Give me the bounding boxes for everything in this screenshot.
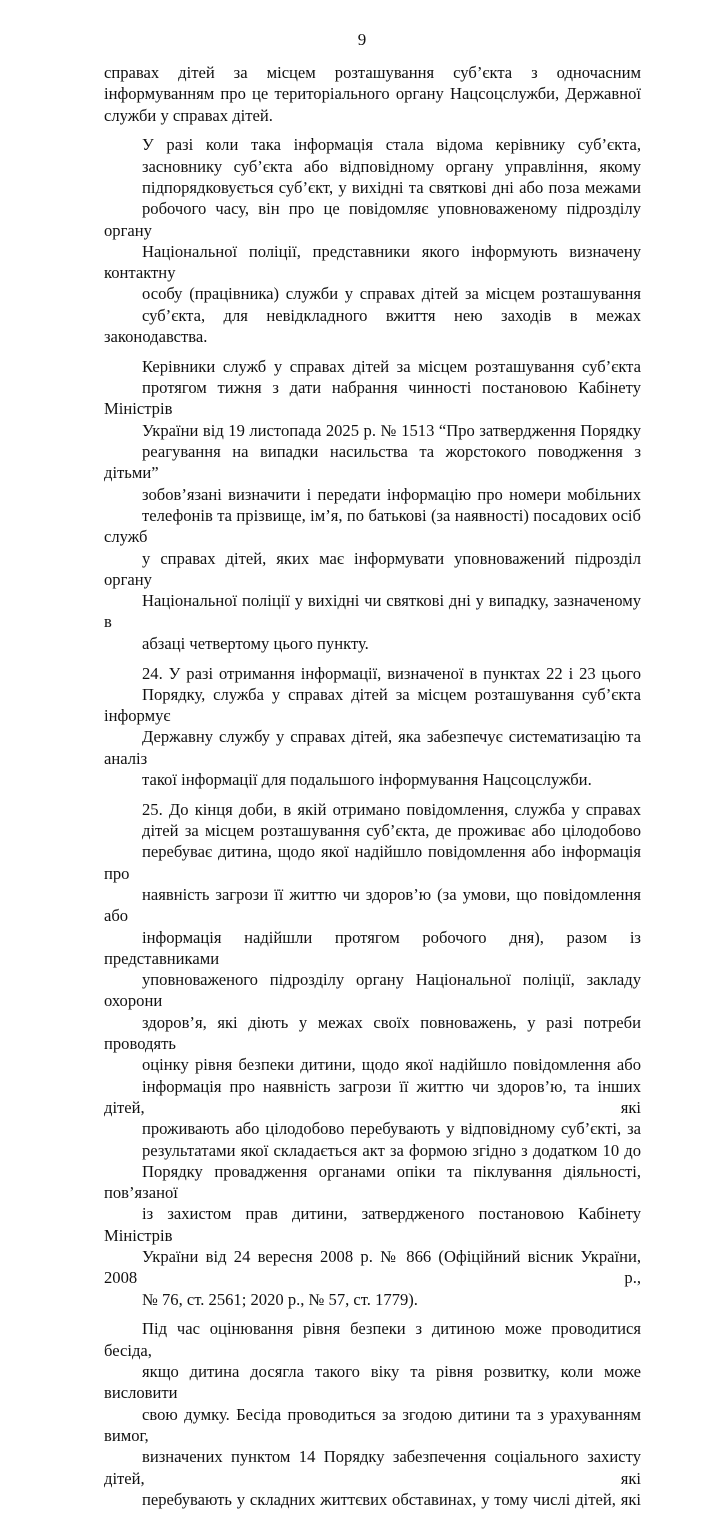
text-line: інформація про наявність загрози її життю чи здоров’ю, та інших дітей, які: [104, 1076, 641, 1117]
text-line: Національної поліції у вихідні чи святкові дні у випадку, зазначеному в: [104, 591, 641, 632]
paragraph: [104, 799, 641, 1310]
text-line: Керівники служб у справах дітей за місцем розташування суб’єкта: [142, 356, 641, 376]
text-line: такої інформації для подальшого інформування Нацсоцслужби.: [142, 770, 592, 789]
text-line: робочого часу, він про це повідомляє уповноваженому підрозділу органу: [104, 199, 641, 240]
text-line: дітей за місцем розташування суб’єкта, де проживає або цілодобово: [142, 821, 641, 841]
paragraph: [104, 1318, 641, 1510]
text-line: України від 19 листопада 2025 р. № 1513 “Про затвердження Порядку: [142, 420, 641, 440]
text-line: Національної поліції, представники якого інформують визначену контактну: [104, 241, 641, 283]
text-line: Під час оцінювання рівня безпеки з дитиною може проводитися бесіда,: [104, 1319, 641, 1360]
text-line: № 76, ст. 2561; 2020 р., № 57, ст. 1779).: [142, 1289, 418, 1309]
paragraph: [104, 356, 641, 654]
page-number: 9: [357, 30, 367, 49]
text-line: визначених пунктом 14 Порядку забезпечення соціального захисту дітей, які: [104, 1447, 641, 1488]
text-line: здоров’я, які діють у межах своїх повноважень, у разі потреби проводять: [104, 1012, 641, 1054]
text-line: перебувають у складних життєвих обставинах, у тому числі дітей, які: [142, 1489, 641, 1509]
text-line: служби у справах дітей.: [104, 105, 273, 125]
text-line: перебуває дитина, щодо якої надійшло повідомлення або інформація про: [104, 842, 641, 883]
text-line: протягом тижня з дати набрання чинності постановою Кабінету Міністрів: [104, 378, 641, 419]
text-line: інформація надійшли протягом робочого дня), разом із представниками: [104, 927, 641, 968]
text-line: результатами якої складається акт за формою згідно з додатком 10 до: [142, 1140, 641, 1160]
text-line: справах дітей за місцем розташування суб’єкта з одночасним: [104, 63, 641, 82]
text-line: наявність загрози її життю чи здоров’ю (за умови, що повідомлення або: [104, 884, 641, 926]
text-line: підпорядковується суб’єкт, у вихідні та святкові дні або поза межами: [142, 177, 641, 197]
text-line: проживають або цілодобово перебувають у відповідному суб’єкті, за: [142, 1119, 641, 1139]
text-line: Порядку провадження органами опіки та піклування діяльності, пов’язаної: [104, 1161, 641, 1203]
text-line: оцінку рівня безпеки дитини, щодо якої надійшло повідомлення або: [142, 1055, 641, 1075]
text-line: у справах дітей, яких має інформувати уповноважений підрозділ органу: [104, 548, 641, 589]
text-line: зобов’язані визначити і передати інформацію про номери мобільних: [142, 484, 641, 504]
text-line: суб’єкта, для невідкладного вжиття нею заходів в межах законодавства.: [104, 305, 641, 347]
text-line: із захистом прав дитини, затвердженого постановою Кабінету Міністрів: [104, 1204, 641, 1245]
text-line: телефонів та прізвище, ім’я, по батькові (за наявності) посадових осіб служб: [104, 505, 641, 547]
text-line: свою думку. Бесіда проводиться за згодою дитини та з урахуванням вимог,: [104, 1404, 641, 1445]
text-line: засновнику суб’єкта або відповідному органу управління, якому: [142, 156, 641, 176]
text-line: 25. До кінця доби, в якій отримано повідомлення, служба у справах: [142, 799, 641, 819]
document-body: [104, 62, 641, 1519]
text-line: особу (працівника) служби у справах дітей за місцем розташування: [142, 284, 641, 304]
text-line: Порядку, служба у справах дітей за місцем розташування суб’єкта інформує: [104, 684, 641, 726]
text-line: якщо дитина досягла такого віку та рівня розвитку, коли може висловити: [104, 1362, 641, 1403]
paragraph: [104, 134, 641, 347]
text-line: абзаці четвертому цього пункту.: [142, 633, 369, 653]
text-line: України від 24 вересня 2008 р. № 866 (Офіційний вісник України, 2008 р.,: [104, 1247, 641, 1288]
paragraph: [104, 663, 641, 791]
text-line: Державну службу у справах дітей, яка забезпечує систематизацію та аналіз: [104, 727, 641, 768]
text-line: інформуванням про це територіального органу Нацсоцслужби, Державної: [104, 84, 641, 104]
text-line: 24. У разі отримання інформації, визначеної в пунктах 22 і 23 цього: [142, 663, 641, 683]
paragraph: [104, 62, 641, 126]
text-line: У разі коли така інформація стала відома керівнику суб’єкта,: [142, 135, 641, 155]
text-line: реагування на випадки насильства та жорстокого поводження з дітьми”: [104, 442, 641, 483]
text-line: уповноваженого підрозділу органу Національної поліції, закладу охорони: [104, 970, 641, 1011]
